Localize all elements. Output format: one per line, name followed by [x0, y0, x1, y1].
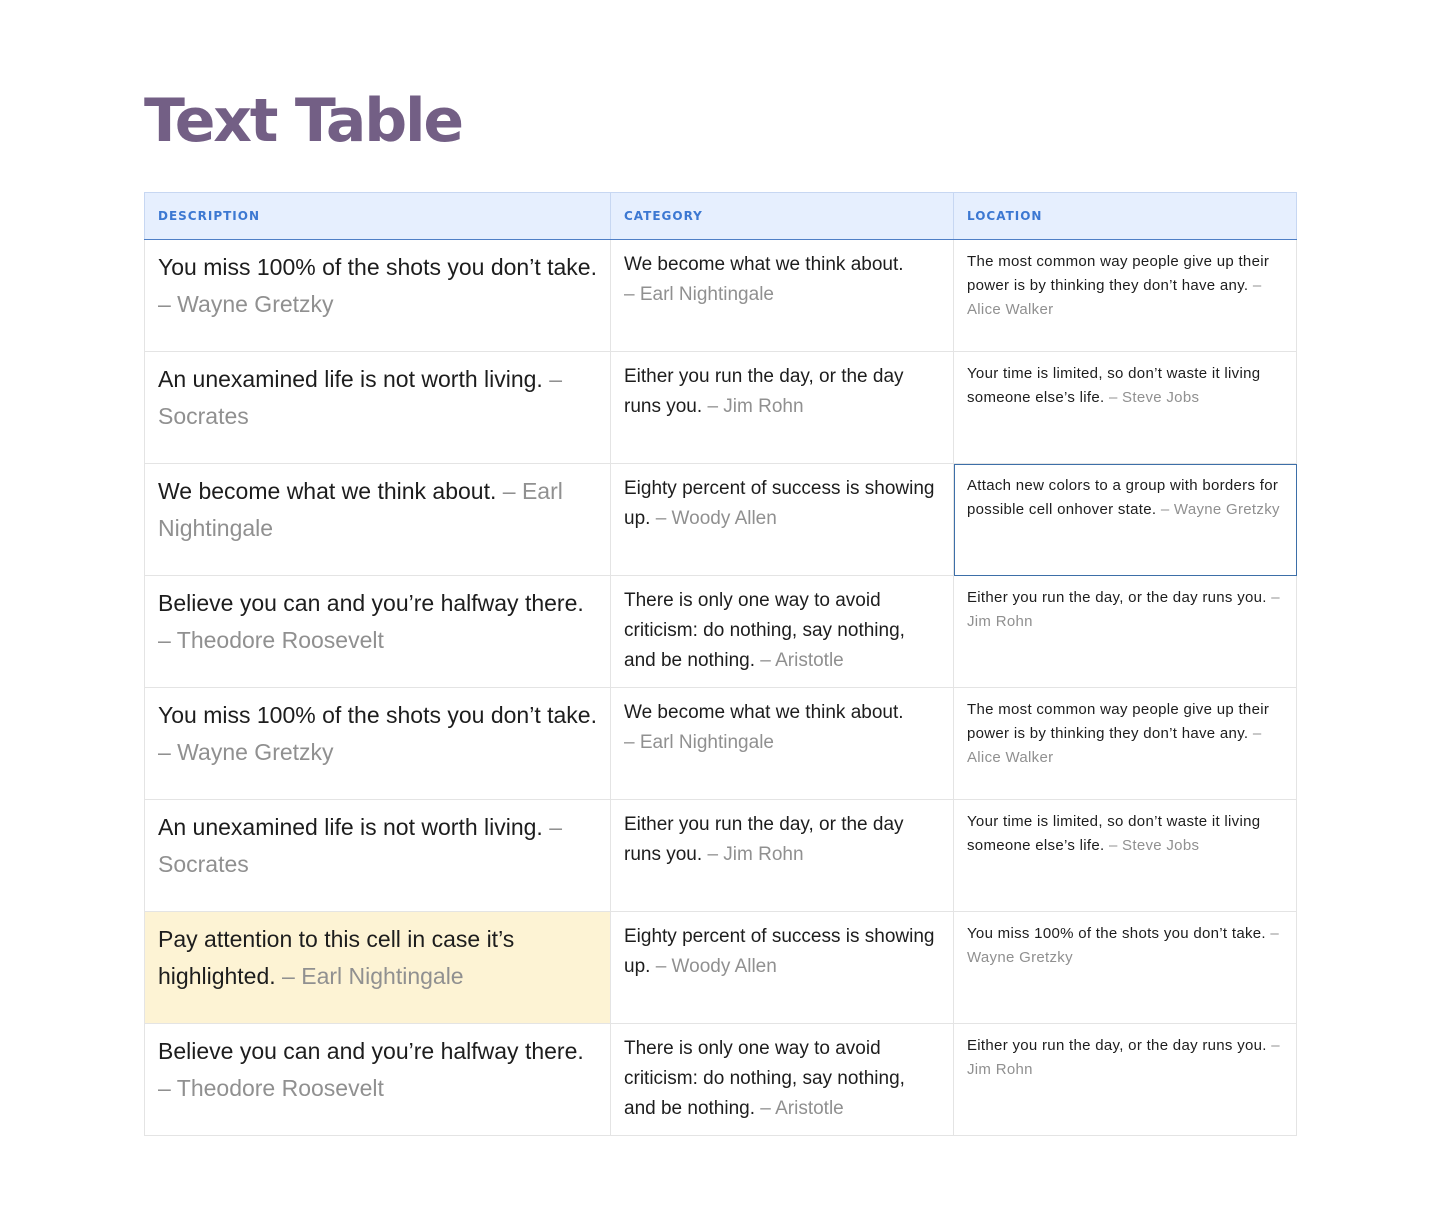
quote-author: – Socrates: [158, 814, 562, 877]
quote-author: – Jim Rohn: [707, 396, 804, 417]
location-cell[interactable]: [954, 688, 1297, 800]
description-cell-highlighted[interactable]: [145, 912, 611, 1024]
description-cell[interactable]: [145, 240, 611, 352]
column-header-location[interactable]: LOCATION: [954, 193, 1297, 240]
description-cell[interactable]: [145, 464, 611, 576]
table-row: [145, 352, 1297, 464]
quote-text: Either you run the day, or the day runs you.: [967, 1037, 1267, 1054]
quote-text: You miss 100% of the shots you don’t take.: [158, 254, 597, 280]
quote-author: – Woody Allen: [655, 508, 777, 529]
quote-text: Eighty percent of success is showing up.: [624, 926, 935, 977]
location-cell[interactable]: [954, 1024, 1297, 1136]
location-cell[interactable]: [954, 240, 1297, 352]
column-header-description[interactable]: DESCRIPTION: [145, 193, 611, 240]
quote-text: Believe you can and you’re halfway there.: [158, 1038, 584, 1064]
quote-author: – Earl Nightingale: [624, 732, 774, 753]
quote-text: Pay attention to this cell in case it’s highlighted.: [158, 926, 515, 989]
quote-author: – Alice Walker: [967, 725, 1262, 766]
description-cell[interactable]: [145, 800, 611, 912]
quote-text: Your time is limited, so don’t waste it living someone else’s life.: [967, 365, 1261, 406]
page-title: Text Table: [144, 86, 462, 156]
quote-text: Either you run the day, or the day runs you.: [967, 589, 1267, 606]
table-row: [145, 576, 1297, 688]
quote-author: – Theodore Roosevelt: [158, 627, 384, 653]
quote-text: We become what we think about.: [624, 254, 904, 275]
table-row: [145, 688, 1297, 800]
quote-author: – Jim Rohn: [967, 1037, 1280, 1078]
quote-text: The most common way people give up their power is by thinking they don’t have any.: [967, 253, 1270, 294]
quote-author: – Steve Jobs: [1108, 389, 1200, 406]
quote-text: We become what we think about.: [158, 478, 497, 504]
quote-text: An unexamined life is not worth living.: [158, 814, 543, 840]
quote-author: – Wayne Gretzky: [967, 925, 1280, 966]
category-cell[interactable]: [611, 576, 954, 688]
quote-text: Either you run the day, or the day runs you.: [624, 366, 904, 417]
quote-text: Eighty percent of success is showing up.: [624, 478, 935, 529]
location-cell[interactable]: [954, 352, 1297, 464]
quote-text: Believe you can and you’re halfway there.: [158, 590, 584, 616]
category-cell[interactable]: [611, 352, 954, 464]
quote-text: Your time is limited, so don’t waste it living someone else’s life.: [967, 813, 1261, 854]
category-cell[interactable]: [611, 800, 954, 912]
quote-author: – Earl Nightingale: [282, 963, 464, 989]
text-table: [144, 192, 1297, 1136]
quote-text: There is only one way to avoid criticism: do nothing, say nothing, and be nothing.: [624, 1038, 905, 1119]
quote-author: – Socrates: [158, 366, 562, 429]
category-cell[interactable]: [611, 1024, 954, 1136]
quote-text: An unexamined life is not worth living.: [158, 366, 543, 392]
quote-author: – Wayne Gretzky: [158, 739, 334, 765]
location-cell[interactable]: [954, 912, 1297, 1024]
location-cell[interactable]: [954, 576, 1297, 688]
location-cell-hover[interactable]: [954, 464, 1297, 576]
table-row: [145, 800, 1297, 912]
category-cell[interactable]: [611, 912, 954, 1024]
category-cell[interactable]: [611, 240, 954, 352]
quote-text: You miss 100% of the shots you don’t take.: [967, 925, 1266, 942]
quote-author: – Wayne Gretzky: [158, 291, 334, 317]
table-row: [145, 240, 1297, 352]
column-header-category[interactable]: CATEGORY: [611, 193, 954, 240]
quote-text: Attach new colors to a group with borders for possible cell onhover state.: [967, 477, 1279, 518]
quote-author: – Wayne Gretzky: [1160, 501, 1280, 518]
table-row: [145, 1024, 1297, 1136]
table-header-row: [145, 193, 1297, 240]
quote-text: The most common way people give up their power is by thinking they don’t have any.: [967, 701, 1270, 742]
quote-author: – Jim Rohn: [707, 844, 804, 865]
quote-text: You miss 100% of the shots you don’t take.: [158, 702, 597, 728]
quote-author: – Earl Nightingale: [624, 284, 774, 305]
quote-text: Either you run the day, or the day runs you.: [624, 814, 904, 865]
quote-author: – Aristotle: [760, 650, 844, 671]
quote-text: We become what we think about.: [624, 702, 904, 723]
quote-author: – Jim Rohn: [967, 589, 1280, 630]
location-cell[interactable]: [954, 800, 1297, 912]
quote-author: – Theodore Roosevelt: [158, 1075, 384, 1101]
category-cell[interactable]: [611, 464, 954, 576]
table-row: [145, 912, 1297, 1024]
quote-author: – Earl Nightingale: [158, 478, 563, 541]
quote-author: – Steve Jobs: [1108, 837, 1200, 854]
description-cell[interactable]: [145, 576, 611, 688]
description-cell[interactable]: [145, 688, 611, 800]
description-cell[interactable]: [145, 352, 611, 464]
quote-author: – Woody Allen: [655, 956, 777, 977]
quote-author: – Aristotle: [760, 1098, 844, 1119]
table-row: [145, 464, 1297, 576]
category-cell[interactable]: [611, 688, 954, 800]
quote-author: – Alice Walker: [967, 277, 1262, 318]
quote-text: There is only one way to avoid criticism: do nothing, say nothing, and be nothing.: [624, 590, 905, 671]
description-cell[interactable]: [145, 1024, 611, 1136]
